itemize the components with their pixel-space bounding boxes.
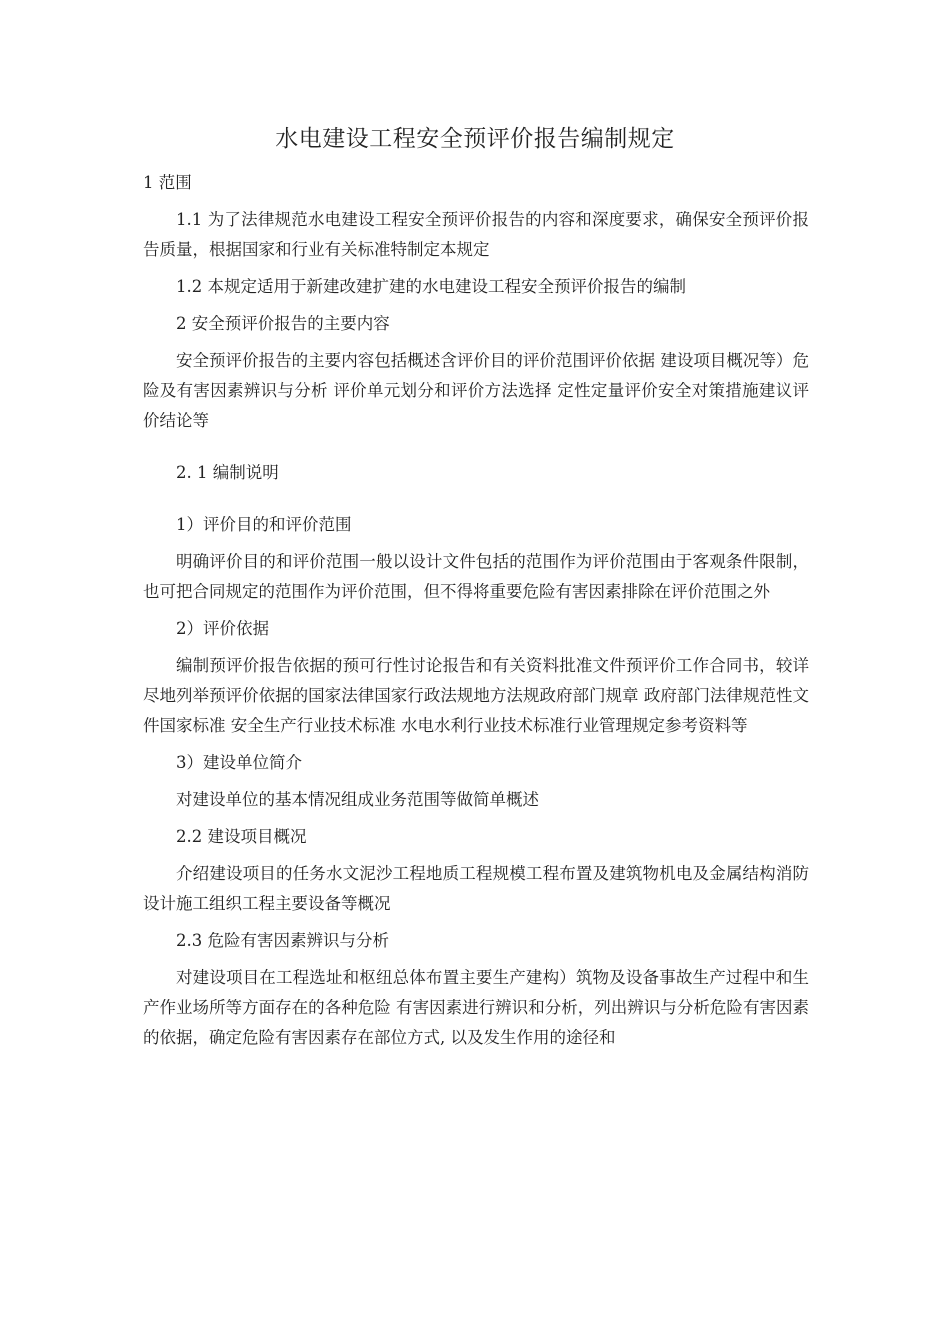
paragraph-sec-2-2: 2.2 建设项目概况 <box>176 827 307 846</box>
paragraph-sub-3: 3）建设单位简介 <box>176 753 302 772</box>
paragraph-p-1-1: 1.1 为了法律规范水电建设工程安全预评价报告的内容和深度要求，确保安全预评价报告质量，根据国家和行业有关标准特制定本规定 <box>143 210 809 259</box>
paragraph-sub-1: 1）评价目的和评价范围 <box>176 515 352 534</box>
paragraph-p-sub-1: 明确评价目的和评价范围一般以设计文件包括的范围作为评价范围由于客观条件限制，也可把合同规定的范围作为评价范围，但不得将重要危险有害因素排除在评价范围之外 <box>143 552 809 601</box>
paragraph-sec-2: 2 安全预评价报告的主要内容 <box>176 314 390 333</box>
paragraph-p-sub-2: 编制预评价报告依据的预可行性讨论报告和有关资料批准文件预评价工作合同书，较详尽地列举预评价依据的国家法律国家行政法规地方法规政府部门规章 政府部门法律规范性文件国家标准 安全生产行业技术标准 水电水利行业技术标准行业管理规定参考资料等 <box>143 656 809 735</box>
paragraph-p-sub-3: 对建设单位的基本情况组成业务范围等做简单概述 <box>176 790 539 809</box>
paragraph-p-2-2: 介绍建设项目的任务水文泥沙工程地质工程规模工程布置及建筑物机电及金属结构消防设计施工组织工程主要设备等概况 <box>143 864 809 913</box>
paragraph-sec-2-1: 2. 1 编制说明 <box>176 463 279 482</box>
paragraph-sec-2-3: 2.3 危险有害因素辨识与分析 <box>176 931 389 950</box>
paragraph-sub-2: 2）评价依据 <box>176 619 269 638</box>
paragraph-p-1-2: 1.2 本规定适用于新建改建扩建的水电建设工程安全预评价报告的编制 <box>176 277 686 296</box>
paragraph-p-2-3: 对建设项目在工程选址和枢纽总体布置主要生产建构）筑物及设备事故生产过程中和生产作业场所等方面存在的各种危险 有害因素进行辨识和分析，列出辨识与分析危险有害因素的依据，确定危险有害因素存在部位方式, 以及发生作用的途径和 <box>143 968 809 1047</box>
paragraph-sec-1: 1 范围 <box>143 173 192 192</box>
paragraph-p-2: 安全预评价报告的主要内容包括概述含评价目的评价范围评价依据 建设项目概况等）危险及有害因素辨识与分析 评价单元划分和评价方法选择 定性定量评价安全对策措施建议评价结论等 <box>143 351 809 430</box>
document-title: 水电建设工程安全预评价报告编制规定 <box>275 126 675 152</box>
document-body <box>143 168 809 1060</box>
